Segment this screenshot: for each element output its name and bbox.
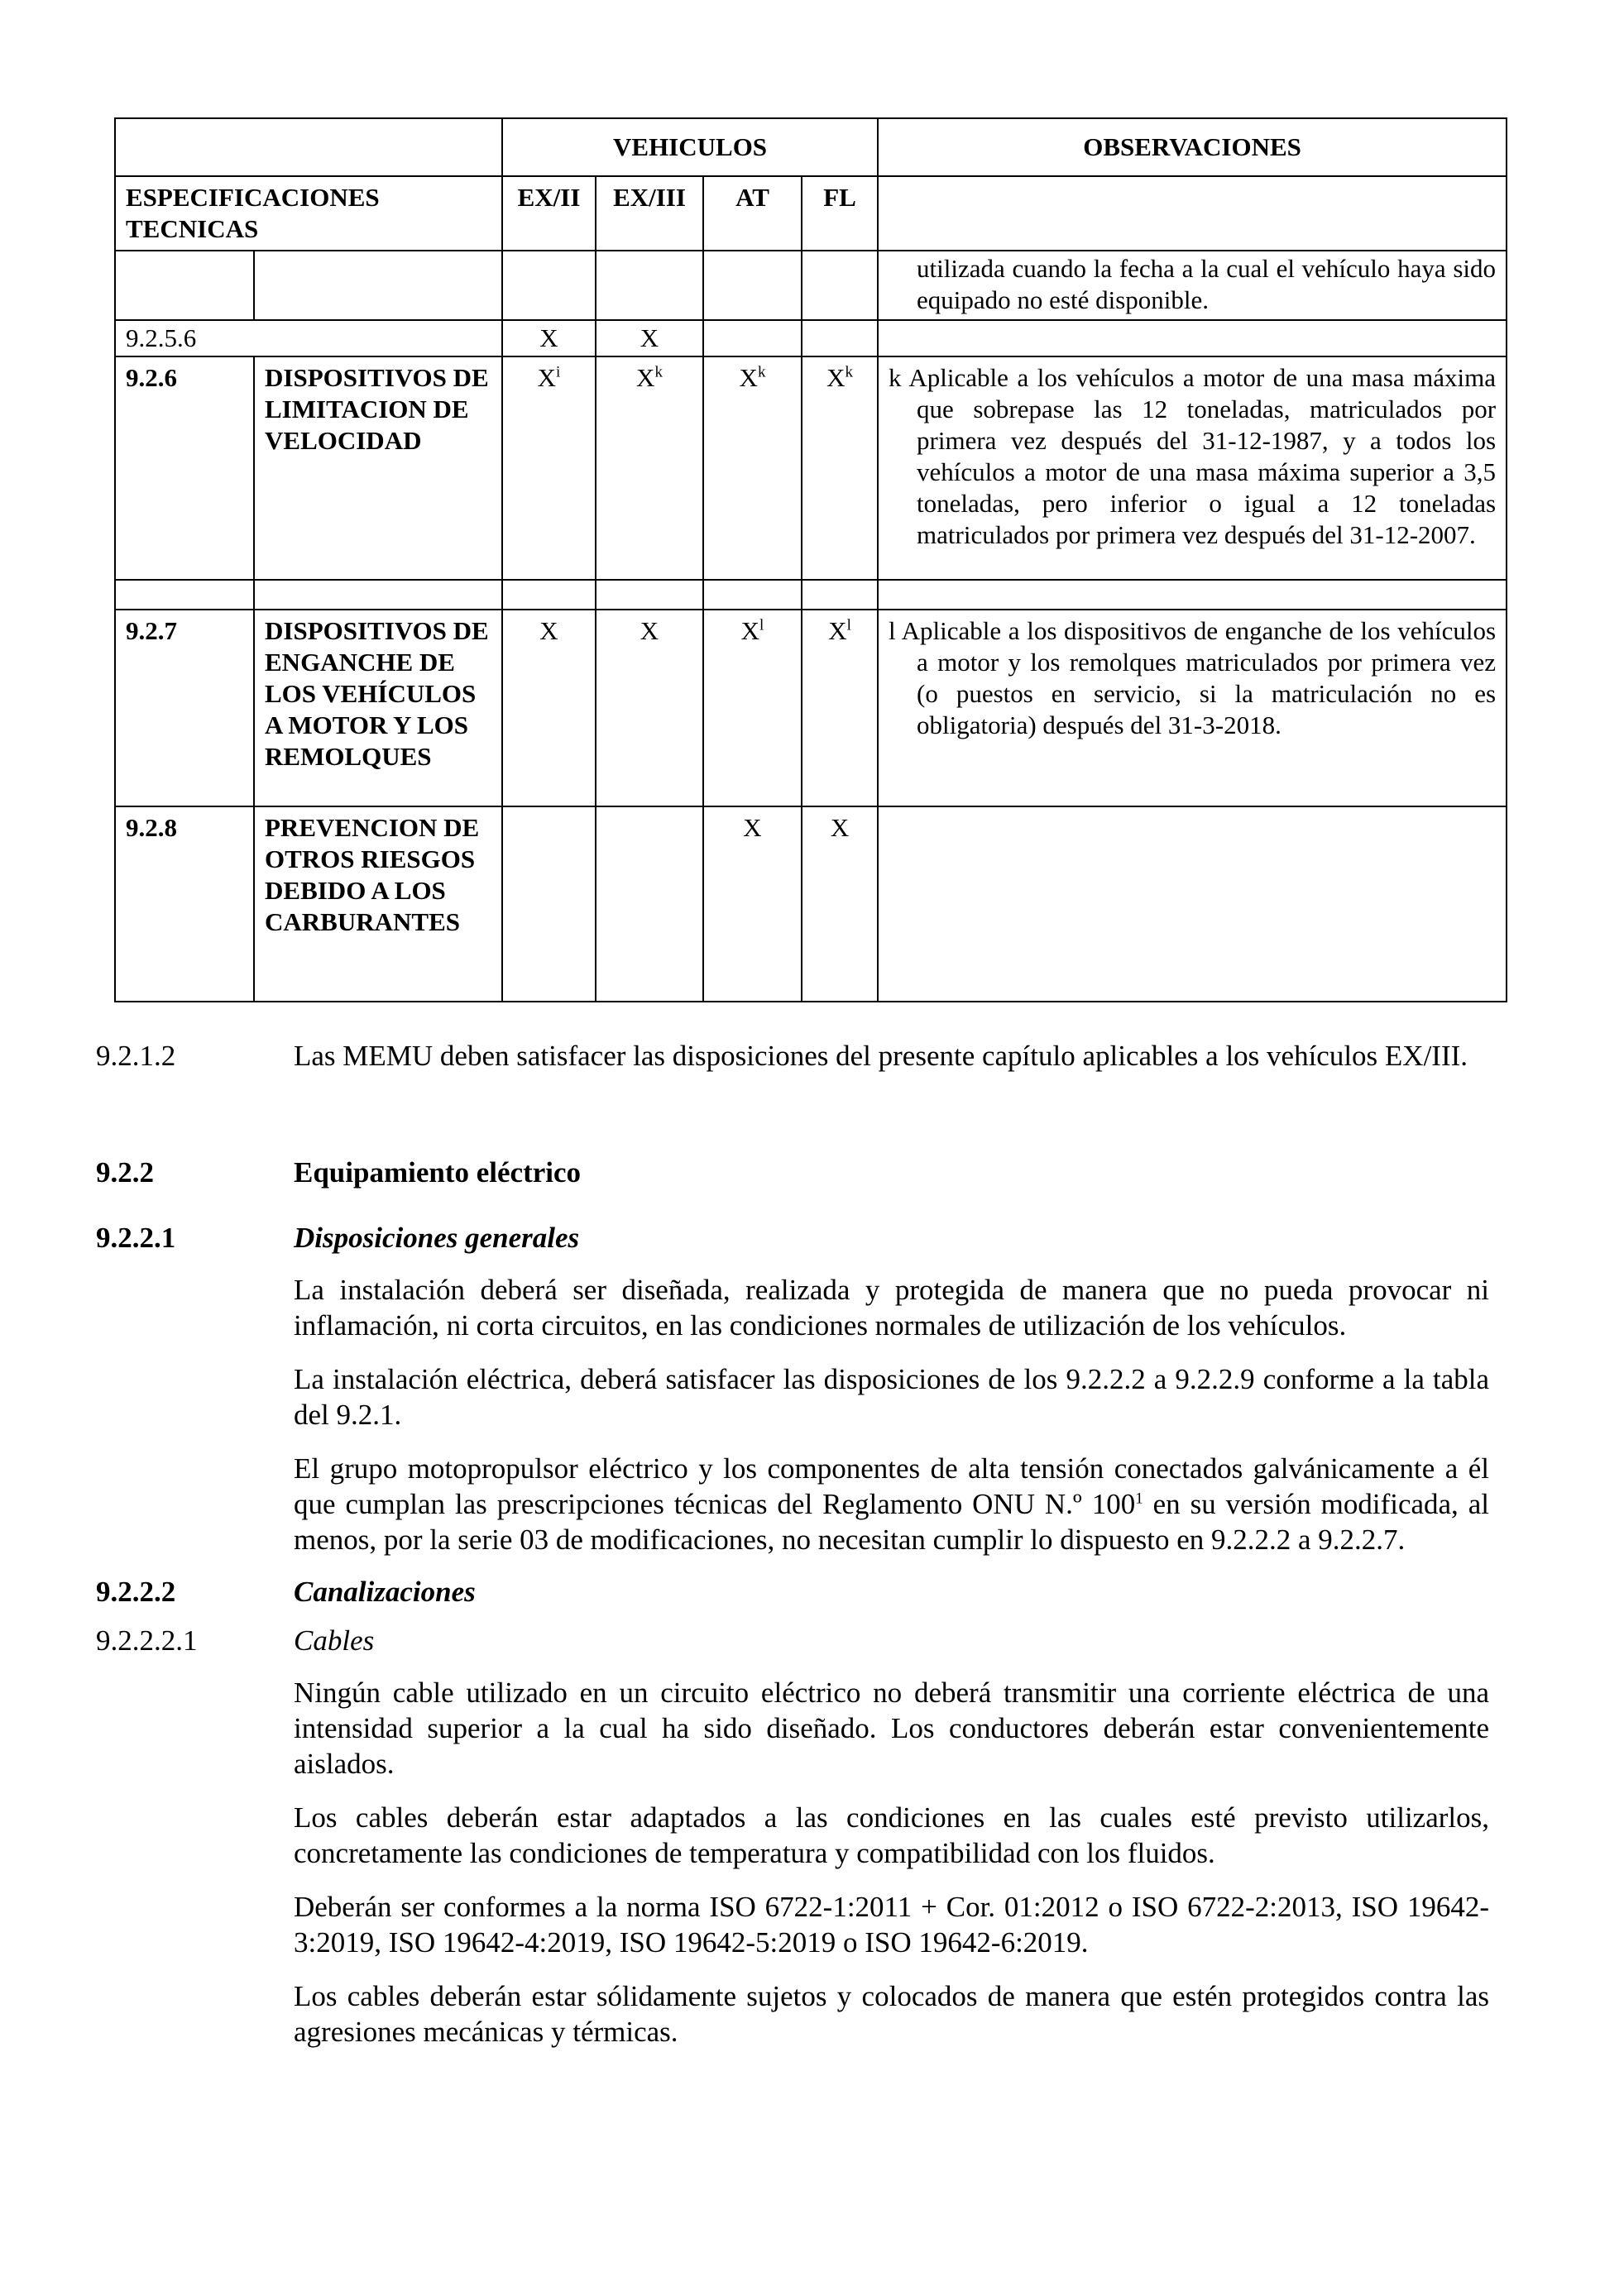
- header-empty-cell: [115, 118, 502, 176]
- table-row-926: [115, 356, 1507, 580]
- paragraph: Las MEMU deben satisfacer las disposiciones del presente capítulo aplicables a los vehículos EX/III.: [294, 1040, 1468, 1072]
- empty-cell: [502, 806, 596, 1002]
- row-observation: k Aplicable a los vehículos a motor de una masa máxima que sobrepase las 12 toneladas, matriculados por primera vez después del 31-12-1987, y a todos los vehículos a motor de una masa máxima superior a 3,5 toneladas, pero inferior o igual a 12 toneladas matriculados por primera vez después del 31-12-2007.: [878, 356, 1507, 580]
- section-number: 9.2.2: [96, 1156, 154, 1189]
- row-at-mark: X: [703, 806, 802, 1002]
- header-fl: FL: [802, 176, 878, 251]
- footnote-mark: l: [759, 616, 764, 634]
- section-number: 9.2.1.2: [96, 1040, 176, 1072]
- table-row-spacer: [115, 580, 1507, 610]
- header-obs-empty: [878, 176, 1507, 251]
- section-title: Cables: [294, 1624, 375, 1657]
- mark-text: X: [826, 363, 846, 392]
- header-at: AT: [703, 176, 802, 251]
- empty-cell: [878, 806, 1507, 1002]
- header-especificaciones: ESPECIFICACIONES TECNICAS: [115, 176, 502, 251]
- row-title: DISPOSITIVOS DE LIMITACION DE VELOCIDAD: [254, 356, 502, 580]
- row-ex3-mark: X: [596, 610, 703, 806]
- continuation-observation: utilizada cuando la fecha a la cual el vehículo haya sido equipado no esté disponible.: [878, 251, 1507, 320]
- row-title: PREVENCION DE OTROS RIESGOS DEBIDO A LOS CARBURANTES: [254, 806, 502, 1002]
- header-vehiculos: VEHICULOS: [502, 118, 878, 176]
- empty-cell: [802, 580, 878, 610]
- section-title: Disposiciones generales: [294, 1222, 580, 1254]
- table-row-927: [115, 610, 1507, 806]
- row-fl-mark: [802, 356, 878, 580]
- mark-text: X: [636, 363, 655, 392]
- footnote-mark: l: [846, 616, 851, 634]
- empty-cell: [254, 251, 502, 320]
- table-header-row-1: [115, 118, 1507, 176]
- empty-cell: [502, 580, 596, 610]
- row-fl-mark: X: [802, 806, 878, 1002]
- paragraph-part: en su versión modificada, al menos, por la serie 03 de modificaciones, no necesitan cumplir lo dispuesto en 9.2.2.2 a 9.2.2.7.: [294, 1488, 1489, 1556]
- empty-cell: [878, 580, 1507, 610]
- header-ex2: EX/II: [502, 176, 596, 251]
- section-title: Equipamiento eléctrico: [294, 1156, 582, 1189]
- header-ex3: EX/III: [596, 176, 703, 251]
- row-fl-mark: [802, 610, 878, 806]
- header-observaciones: OBSERVACIONES: [878, 118, 1507, 176]
- empty-cell: [703, 251, 802, 320]
- row-code: 9.2.7: [115, 610, 254, 806]
- empty-cell: [703, 580, 802, 610]
- empty-cell: [254, 580, 502, 610]
- empty-cell: [878, 320, 1507, 356]
- empty-cell: [596, 580, 703, 610]
- row-code: 9.2.6: [115, 356, 254, 580]
- table-row-928: [115, 806, 1507, 1002]
- mark-text: X: [739, 363, 758, 392]
- table-row-9256: [115, 320, 1507, 356]
- paragraph: Ningún cable utilizado en un circuito eléctrico no deberá transmitir una corriente eléctrica de una intensidad superior a la cual ha sido diseñado. Los conductores deberán estar convenientemente aislados.: [294, 1677, 1489, 1780]
- empty-cell: [802, 251, 878, 320]
- mark-text: X: [828, 616, 847, 645]
- row-code: 9.2.5.6: [115, 320, 502, 356]
- empty-cell: [596, 251, 703, 320]
- paragraph: Deberán ser conformes a la norma ISO 6722-1:2011 + Cor. 01:2012 o ISO 6722-2:2013, ISO 19642-3:2019, ISO 19642-4:2019, ISO 19642-5:2019 o ISO 19642-6:2019.: [294, 1891, 1489, 1959]
- table-row-continuation: [115, 251, 1507, 320]
- footnote-mark: i: [556, 363, 561, 381]
- empty-cell: [115, 251, 254, 320]
- row-ex2-mark: X: [502, 320, 596, 356]
- row-code: 9.2.8: [115, 806, 254, 1002]
- empty-cell: [703, 320, 802, 356]
- row-ex3-mark: [596, 356, 703, 580]
- footnote-mark: k: [845, 363, 853, 381]
- empty-cell: [115, 580, 254, 610]
- paragraph: Los cables deberán estar adaptados a las condiciones en las cuales esté previsto utilizarlos, concretamente las condiciones de temperatura y compatibilidad con los fluidos.: [294, 1801, 1489, 1869]
- row-ex3-mark: X: [596, 320, 703, 356]
- specifications-table: [114, 117, 1507, 1002]
- mark-text: X: [740, 616, 760, 645]
- section-number: 9.2.2.2.1: [96, 1624, 198, 1657]
- empty-cell: [802, 320, 878, 356]
- footnote-mark: k: [654, 363, 663, 381]
- empty-cell: [596, 806, 703, 1002]
- row-title: DISPOSITIVOS DE ENGANCHE DE LOS VEHÍCULOS A MOTOR Y LOS REMOLQUES: [254, 610, 502, 806]
- row-ex2-mark: [502, 356, 596, 580]
- footnote-mark: k: [757, 363, 766, 381]
- section-number: 9.2.2.2: [96, 1576, 176, 1608]
- row-observation: l Aplicable a los dispositivos de enganche de los vehículos a motor y los remolques matriculados por primera vez (o puestos en servicio, si la matriculación no es obligatoria) después del 31-3-2018.: [878, 610, 1507, 806]
- footnote-reference: 1: [1135, 1490, 1143, 1508]
- row-ex2-mark: X: [502, 610, 596, 806]
- paragraph: [294, 1451, 1489, 1557]
- empty-cell: [502, 251, 596, 320]
- mark-text: X: [537, 363, 557, 392]
- paragraph: La instalación deberá ser diseñada, realizada y protegida de manera que no pueda provocar ni inflamación, ni corta circuitos, en las condiciones normales de utilización de los vehículos.: [294, 1274, 1489, 1342]
- paragraph: La instalación eléctrica, deberá satisfacer las disposiciones de los 9.2.2.2 a 9.2.2.9 conforme a la tabla del 9.2.1.: [294, 1363, 1489, 1431]
- row-at-mark: [703, 610, 802, 806]
- table-header-row-2: [115, 176, 1507, 251]
- section-number: 9.2.2.1: [96, 1222, 176, 1254]
- row-at-mark: [703, 356, 802, 580]
- paragraph: Los cables deberán estar sólidamente sujetos y colocados de manera que estén protegidos contra las agresiones mecánicas y térmicas.: [294, 1980, 1489, 2048]
- paragraph-part: El grupo motopropulsor eléctrico y los componentes de alta tensión conectados galvánicamente a él que cumplan las prescripciones técnicas del Reglamento ONU N.º 100: [294, 1452, 1489, 1520]
- section-title: Canalizaciones: [294, 1576, 476, 1608]
